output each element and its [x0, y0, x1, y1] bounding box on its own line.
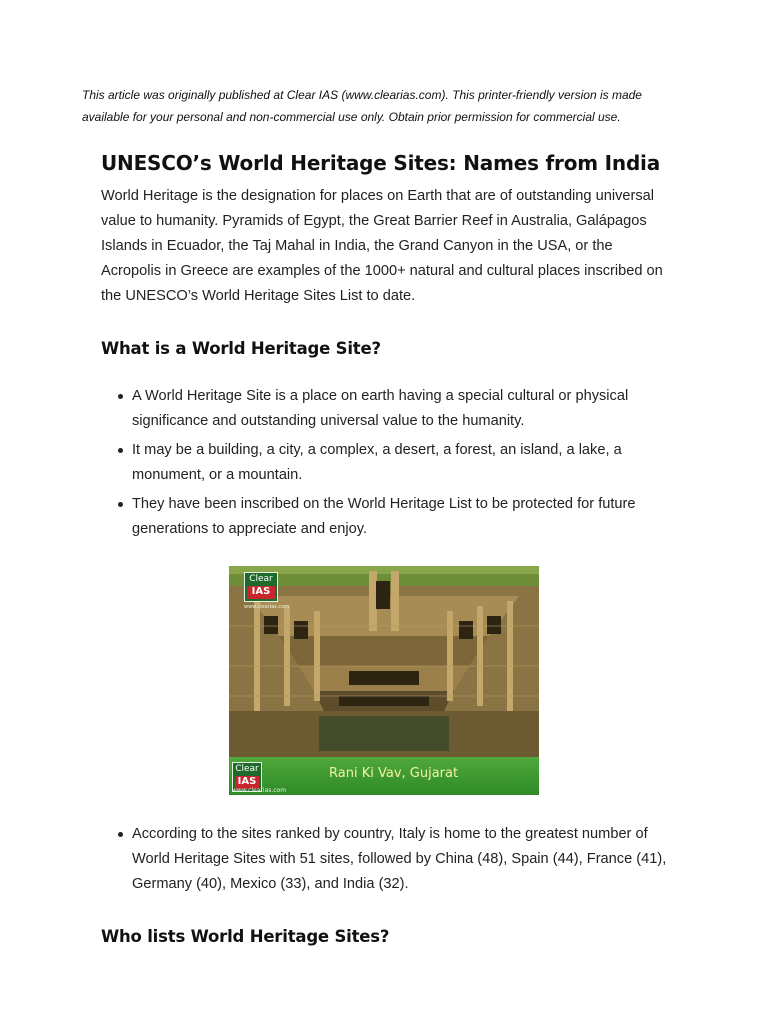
stepwell-photo — [229, 566, 539, 757]
section-heading-what-is: What is a World Heritage Site? — [101, 339, 381, 358]
rani-ki-vav-image — [229, 566, 539, 795]
section-heading-who-lists: Who lists World Heritage Sites? — [101, 927, 390, 946]
watermark-url: www.clearias.com — [244, 604, 290, 610]
article-body — [101, 146, 671, 950]
caption-url: www.clearias.com — [232, 787, 287, 794]
list-item: It may be a building, a city, a complex, a desert, a forest, an island, a lake, a monument, or a mountain. — [132, 438, 671, 488]
intro-paragraph: World Heritage is the designation for places on Earth that are of outstanding universal value to humanity. Pyramids of Egypt, the Great Barrier Reef in Australia, Galápagos Islands in Ecuador, the Taj Mahal in India, the Grand Canyon in the USA, or the Acropolis in Greece are examples of the 1000+ natural and cultural places inscribed on the UNESCO’s World Heritage Sites List to date. — [101, 188, 663, 304]
country-ranking-list — [101, 822, 671, 897]
what-is-bullet-list — [101, 384, 671, 542]
clearias-logo: Clear IAS — [244, 572, 278, 602]
list-item: They have been inscribed on the World Heritage List to be protected for future generations to appreciate and enjoy. — [132, 492, 671, 542]
image-caption: Rani Ki Vav, Gujarat — [329, 766, 459, 781]
printer-friendly-notice: This article was originally published at Clear IAS (www.clearias.com). This printer-friendly version is made available for your personal and non-commercial use only. Obtain prior permission for commercial use. — [82, 88, 642, 124]
list-item: A World Heritage Site is a place on earth having a special cultural or physical significance and outstanding universal value to the humanity. — [132, 384, 671, 434]
clearias-logo-small: Clear IAS — [232, 762, 262, 792]
list-item: According to the sites ranked by country, Italy is home to the greatest number of World Heritage Sites with 51 sites, followed by China (48), Spain (44), France (41), Germany (40), Mexico (33), and India (32). — [132, 822, 671, 897]
article-title: UNESCO’s World Heritage Sites: Names from India — [101, 151, 661, 175]
